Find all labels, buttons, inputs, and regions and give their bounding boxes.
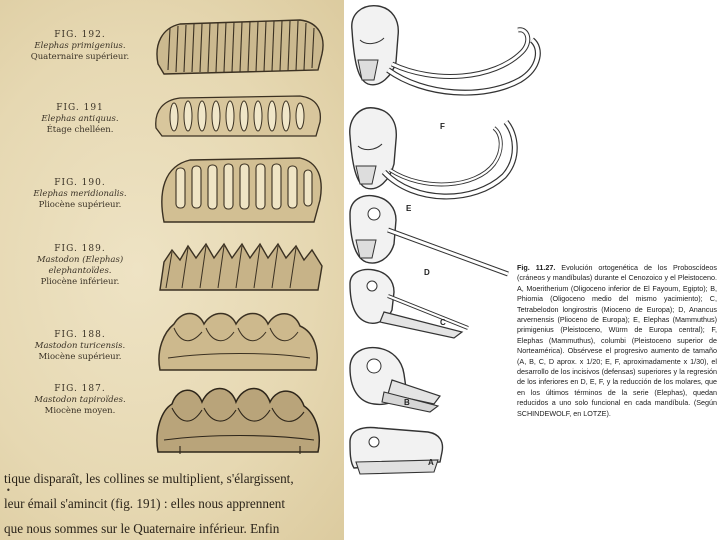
figure-label-191: FIG. 191 Elephas antiquus. Étage chelléen.	[41, 103, 119, 135]
skull-label-f: F	[440, 122, 445, 131]
figure-label-188: FIG. 188. Mastodon turicensis. Miocène supérieur.	[34, 330, 126, 362]
skull-f-mammuthus-columbi-drawing	[344, 0, 544, 110]
caption-figure-number: Fig. 11.27.	[517, 263, 556, 272]
caption-text: Evolución ortogenética de los Proboscídeos (cráneos y mandíbulas) durante el Cenozoico y el Pleistoceno. A, Moeritherium (Oligoceno inferior de El Fayoum, Egipto); B, Phiomia (Oligoceno medio del mismo yacimiento); C, Tetrabelodon longirostris (Mioceno de Europa); D, Anancus arvernensis (Plioceno de Europa); E, Elephas (Mammuthus) primigenius (Pleistoceno, Würm de Europa central); F, Elephas (Mammuthus), columbi (Pleistoceno superior de Norteamérica). Obsérvese el progresivo aumento de tamaño (A, B, C, D aprox. x 1/20; E, F, aproximadamente x 1/30), el desarrollo de los incisivos (defensas) superiores y la regresión de los inferiores en D, E, F, y la reducción de los molares, que en los últimos términos de la serie (Elephas), quedan reducidos a uno solo funcional en cada mandíbula. (Según SCHINDEWOLF, en LOTZE).	[517, 263, 717, 418]
figure-label-192: FIG. 192. Elephas primigenius. Quaternaire supérieur.	[30, 30, 130, 62]
body-line: leur émail s'amincit (fig. 191) : elles nous apprennent	[4, 496, 286, 511]
figure-caption	[517, 263, 717, 419]
skull-a-moeritherium-drawing	[344, 422, 454, 482]
left-book-page	[0, 0, 344, 540]
elephas-antiquus-molar-drawing	[150, 92, 330, 142]
mastodon-elephantoides-molar-drawing	[150, 236, 330, 296]
mastodon-tapiroides-molar-drawing	[150, 374, 330, 458]
elephas-meridionalis-molar-drawing	[150, 152, 330, 232]
skull-b-phiomia-drawing	[344, 344, 454, 424]
skull-label-b: B	[404, 398, 410, 407]
skull-c-tetrabelodon-drawing	[344, 266, 484, 346]
skull-label-d: D	[424, 268, 430, 277]
skull-label-c: C	[440, 318, 446, 327]
figure-label-190: FIG. 190. Elephas meridionalis. Pliocène supérieur.	[33, 178, 127, 210]
figure-label-189: FIG. 189. Mastodon (Elephas) elephantoïdes. Pliocène inférieur.	[36, 244, 124, 287]
right-book-page	[344, 0, 720, 540]
elephas-primigenius-molar-drawing	[150, 14, 330, 80]
mastodon-turicensis-molar-drawing	[150, 302, 330, 376]
body-line: tique disparaît, les collines se multiplient, s'élargissent,	[4, 471, 294, 486]
skull-label-e: E	[406, 204, 412, 213]
page-body-text	[4, 466, 344, 540]
margin-bullet: •	[6, 486, 11, 495]
figure-label-187: FIG. 187. Mastodon tapiroïdes. Miocène moyen.	[34, 384, 126, 416]
body-line: que nous sommes sur le Quaternaire inférieur. Enfin	[4, 521, 280, 536]
skull-label-a: A	[428, 458, 434, 467]
